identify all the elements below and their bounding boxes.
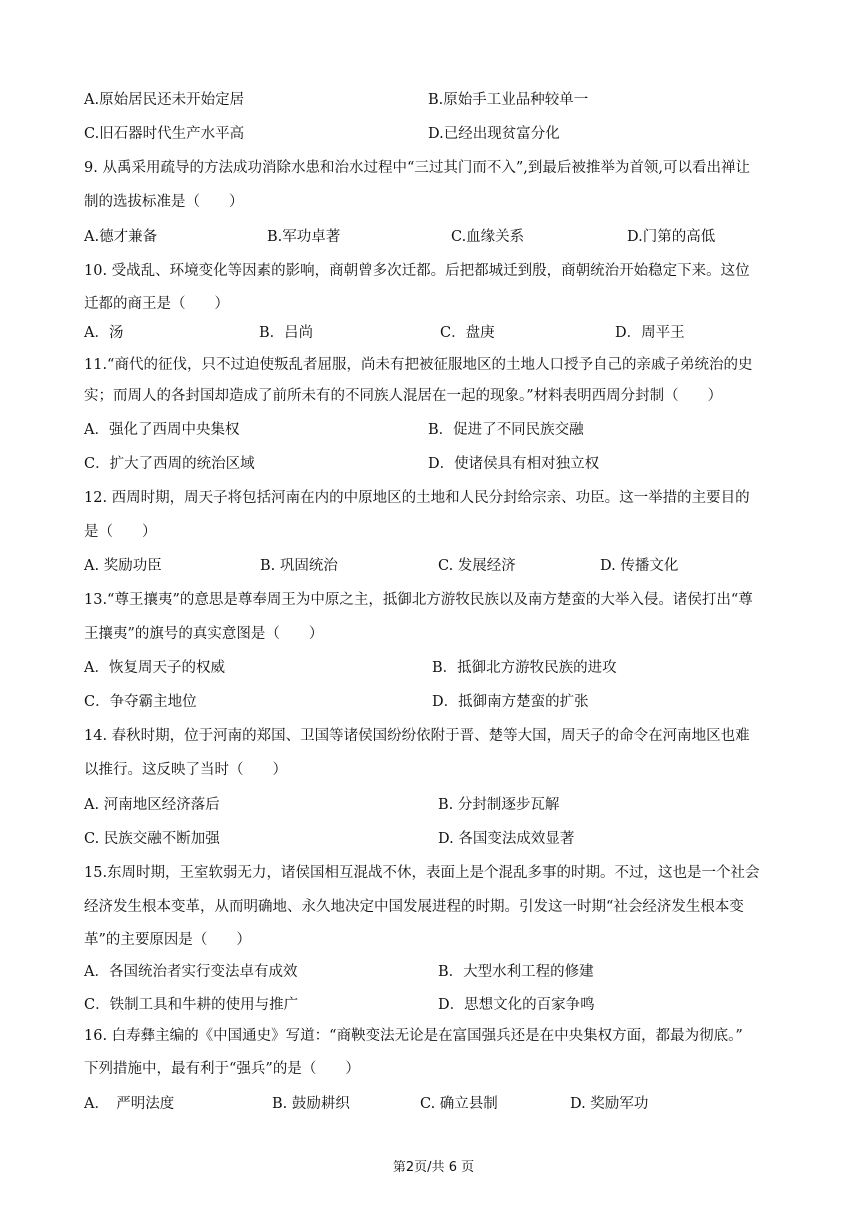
q16-option-b: B. 鼓励耕织 <box>272 1096 350 1112</box>
q10-option-b: B．吕尚 <box>259 325 314 341</box>
q13-option-d: D．抵御南方楚蛮的扩张 <box>432 694 589 710</box>
q11-option-b: B．促进了不同民族交融 <box>428 422 584 438</box>
q10-stem-line2: 迁都的商王是（ ） <box>84 296 229 312</box>
q15-stem-line1: 15.东周时期，王室软弱无力，诸侯国相互混战不休，表面上是个混乱多事的时期。不过，这也是一个社会 <box>84 865 760 881</box>
q13-option-a: A．恢复周天子的权威 <box>84 660 225 676</box>
q16-stem-line2: 下列措施中，最有利于“强兵”的是（ ） <box>84 1061 360 1077</box>
q8-option-d: D.已经出现贫富分化 <box>428 126 560 142</box>
q10-option-d: D．周平王 <box>615 325 685 341</box>
q14-option-b: B. 分封制逐步瓦解 <box>438 797 560 813</box>
q9-option-d: D.门第的高低 <box>627 229 716 245</box>
q12-option-b: B. 巩固统治 <box>260 558 338 574</box>
q8-option-c: C.旧石器时代生产水平高 <box>84 126 245 142</box>
q9-option-b: B.军功卓著 <box>267 229 341 245</box>
q16-option-d: D. 奖励军功 <box>570 1096 649 1112</box>
q13-option-b: B．抵御北方游牧民族的进攻 <box>432 660 617 676</box>
q11-option-d: D．使诸侯具有相对独立权 <box>428 456 600 472</box>
q15-stem-line3: 革”的主要原因是（ ） <box>84 932 251 948</box>
q10-option-a: A．汤 <box>84 325 124 341</box>
q15-option-a: A．各国统治者实行变法卓有成效 <box>84 964 298 980</box>
page-number-footer: 第2页/共 6 页 <box>392 1160 475 1175</box>
q14-option-a: A. 河南地区经济落后 <box>84 797 220 813</box>
q11-option-c: C．扩大了西周的统治区域 <box>84 456 255 472</box>
q12-stem-line1: 12. 西周时期，周天子将包括河南在内的中原地区的土地和人民分封给宗亲、功臣。这一举措的主要目的 <box>84 490 750 506</box>
q16-option-a: A． 严明法度 <box>84 1096 175 1112</box>
q12-option-a: A. 奖励功臣 <box>84 558 162 574</box>
q9-option-a: A.德才兼备 <box>84 229 158 245</box>
q9-stem-line1: 9. 从禹采用疏导的方法成功消除水患和治水过程中“三过其门而不入”,到最后被推举为首领,可以看出禅让 <box>84 160 750 176</box>
q15-option-b: B．大型水利工程的修建 <box>438 964 594 980</box>
q15-option-c: C．铁制工具和牛耕的使用与推广 <box>84 997 299 1013</box>
q8-option-a: A.原始居民还未开始定居 <box>84 92 245 108</box>
q14-stem-line1: 14. 春秋时期，位于河南的郑国、卫国等诸侯国纷纷依附于晋、楚等大国，周天子的命令在河南地区也难 <box>84 728 750 744</box>
q16-option-c: C. 确立县制 <box>420 1096 498 1112</box>
q13-option-c: C．争夺霸主地位 <box>84 694 197 710</box>
q15-option-d: D．思想文化的百家争鸣 <box>438 997 595 1013</box>
q15-stem-line2: 经济发生根本变革，从而明确地、永久地决定中国发展进程的时期。引发这一时期“社会经济发生根本变 <box>84 899 744 915</box>
q13-stem-line1: 13.“尊王攘夷”的意思是尊奉周王为中原之主，抵御北方游牧民族以及南方楚蛮的大举入侵。诸侯打出“尊 <box>84 592 753 608</box>
q12-option-c: C. 发展经济 <box>438 558 516 574</box>
q10-option-c: C．盘庚 <box>440 325 495 341</box>
q9-option-c: C.血缘关系 <box>451 229 525 245</box>
q12-stem-line2: 是（ ） <box>84 524 157 540</box>
q14-option-c: C. 民族交融不断加强 <box>84 831 220 847</box>
q11-stem-line2: 实；而周人的各封国却造成了前所未有的不同族人混居在一起的现象。”材料表明西周分封制（ ） <box>84 388 723 404</box>
q11-option-a: A．强化了西周中央集权 <box>84 422 240 438</box>
q14-option-d: D. 各国变法成效显著 <box>438 831 575 847</box>
q13-stem-line2: 王攘夷”的旗号的真实意图是（ ） <box>84 626 324 642</box>
q8-option-b: B.原始手工业品种较单一 <box>428 92 589 108</box>
q14-stem-line2: 以推行。这反映了当时（ ） <box>84 762 287 778</box>
q16-stem-line1: 16. 白寿彝主编的《中国通史》写道：“商鞅变法无论是在富国强兵还是在中央集权方面，都最为彻底。” <box>84 1028 743 1044</box>
q9-stem-line2: 制的选拔标准是（ ） <box>84 194 244 210</box>
q12-option-d: D. 传播文化 <box>600 558 679 574</box>
q11-stem-line1: 11.“商代的征伐，只不过迫使叛乱者屈服，尚未有把被征服地区的土地人口授予自己的亲戚子弟统治的史 <box>84 357 753 373</box>
q10-stem-line1: 10. 受战乱、环境变化等因素的影响，商朝曾多次迁都。后把都城迁到殷，商朝统治开始稳定下来。这位 <box>84 263 750 279</box>
